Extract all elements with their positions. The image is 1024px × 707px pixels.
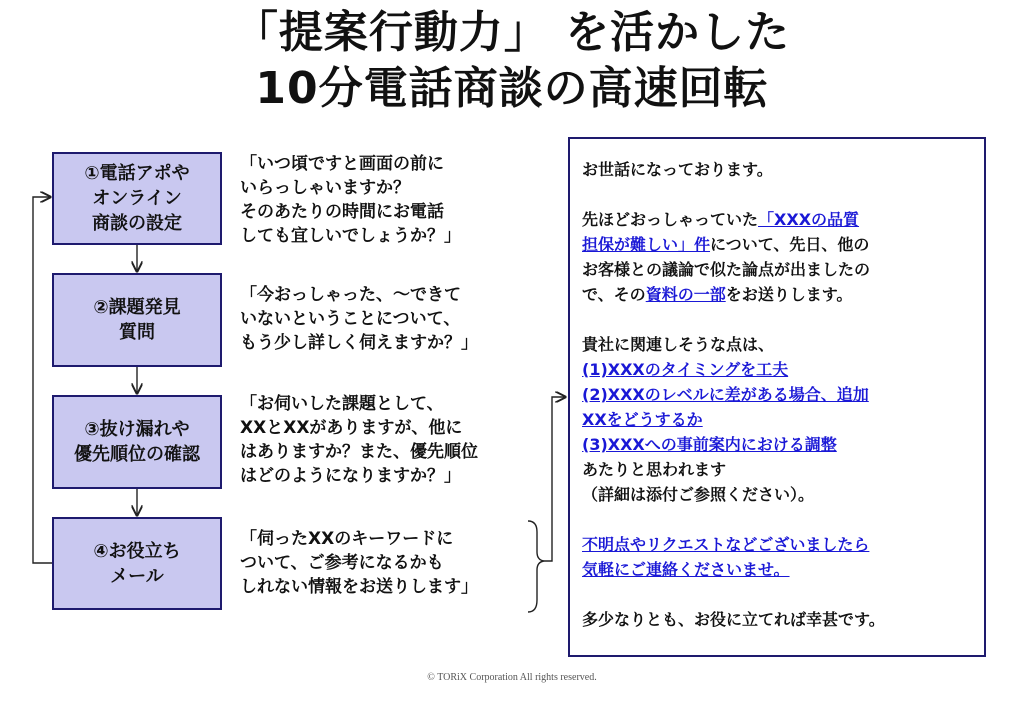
quote-1-line: しても宜しいでしょうか？」 [240,226,461,246]
email-contact-link[interactable]: 気軽にご連絡くださいませ。 [582,560,790,579]
quote-1-line: 「いつ頃ですと画面の前に [240,154,444,174]
email-point-1-link[interactable]: (1)XXXのタイミングを工夫 [582,360,789,379]
quote-3-line: XXとXXがありますが、他に [240,418,463,438]
email-link-document[interactable]: 資料の一部 [645,285,726,304]
email-p1-line3: お客様との議論で似た論点が出ましたの [582,260,871,279]
email-point-3-link[interactable]: (3)XXXへの事前案内における調整 [582,435,837,454]
quote-3-line: はありますか？また、優先順位 [240,442,478,462]
step-4-helpful-email [52,517,222,610]
email-contact-link[interactable]: 不明点やリクエストなどございましたら [582,535,870,554]
copyright-notice: © TORiX Corporation All rights reserved. [427,672,597,683]
step-1-phone-appointment [52,152,222,245]
email-point-2-link[interactable]: (2)XXXのレベルに差がある場合、追加 [582,385,869,404]
email-p1-line2 [582,232,974,257]
quote-3-line: 「お伺いした課題として、 [240,394,444,414]
quote-3 [240,392,540,488]
quote-2 [240,283,540,355]
quote-4-line: 「伺ったXXのキーワードに [240,529,454,549]
quote-3-line: はどのようになりますか？」 [240,466,461,486]
step-1-line: オンライン [92,188,182,209]
email-points-after: （詳細は添付ご参照ください）。 [582,485,815,504]
email-p1-line1 [582,207,974,232]
step-3-line: 優先順位の確認 [74,444,200,465]
email-text: 先ほどおっしゃっていた [582,210,759,229]
quote-1 [240,152,540,248]
step-1-line: 商談の設定 [92,213,182,234]
step-4-line: ④お役立ち [93,540,181,562]
quote-4-line: ついて、ご参考になるかも [240,553,444,573]
loop-back-arrow [33,197,52,563]
step-4-line: メール [110,565,164,587]
page-title-line2: 10分電話商談の高速回転 [255,63,769,114]
email-p1-line4 [582,282,974,307]
step-1-line: ①電話アポや [84,163,190,184]
email-points-after: あたりと思われます [582,460,727,479]
step-3-priority-check [52,395,222,489]
email-point-2-link[interactable]: XXをどうするか [582,410,703,429]
email-text: で、その [582,285,646,304]
quote-2-line: いないということについて、 [240,309,461,329]
quote-1-line: そのあたりの時間にお電話 [240,202,444,222]
email-sample-box [568,137,986,657]
quote-2-line: 「今おっしゃった、〜できて [240,285,461,305]
email-sign-off: 多少なりとも、お役に立てれば幸甚です。 [582,610,885,629]
step-3-line: ③抜け漏れや [84,419,190,440]
quote-2-line: もう少し詳しく伺えますか？」 [240,333,478,353]
quote-1-line: いらっしゃいますか？ [240,178,410,198]
step-2-issue-discovery [52,273,222,367]
page-title-line1: 「提案行動力」 を活かした [233,7,791,58]
email-points-intro: 貴社に関連しそうな点は、 [582,335,775,354]
brace-to-email-arrow [544,397,565,561]
email-text: をお送りします。 [725,285,853,304]
email-greeting: お世話になっております。 [582,160,773,179]
step-2-line: 質問 [119,322,155,343]
email-text: について、先日、他の [710,235,870,254]
quote-4 [240,527,540,599]
step-2-line: ②課題発見 [93,297,181,318]
email-link-issue[interactable]: 「XXXの品質 [758,210,860,229]
email-link-issue[interactable]: 担保が難しい」件 [582,235,711,254]
quote-4-line: しれない情報をお送りします」 [240,577,478,597]
